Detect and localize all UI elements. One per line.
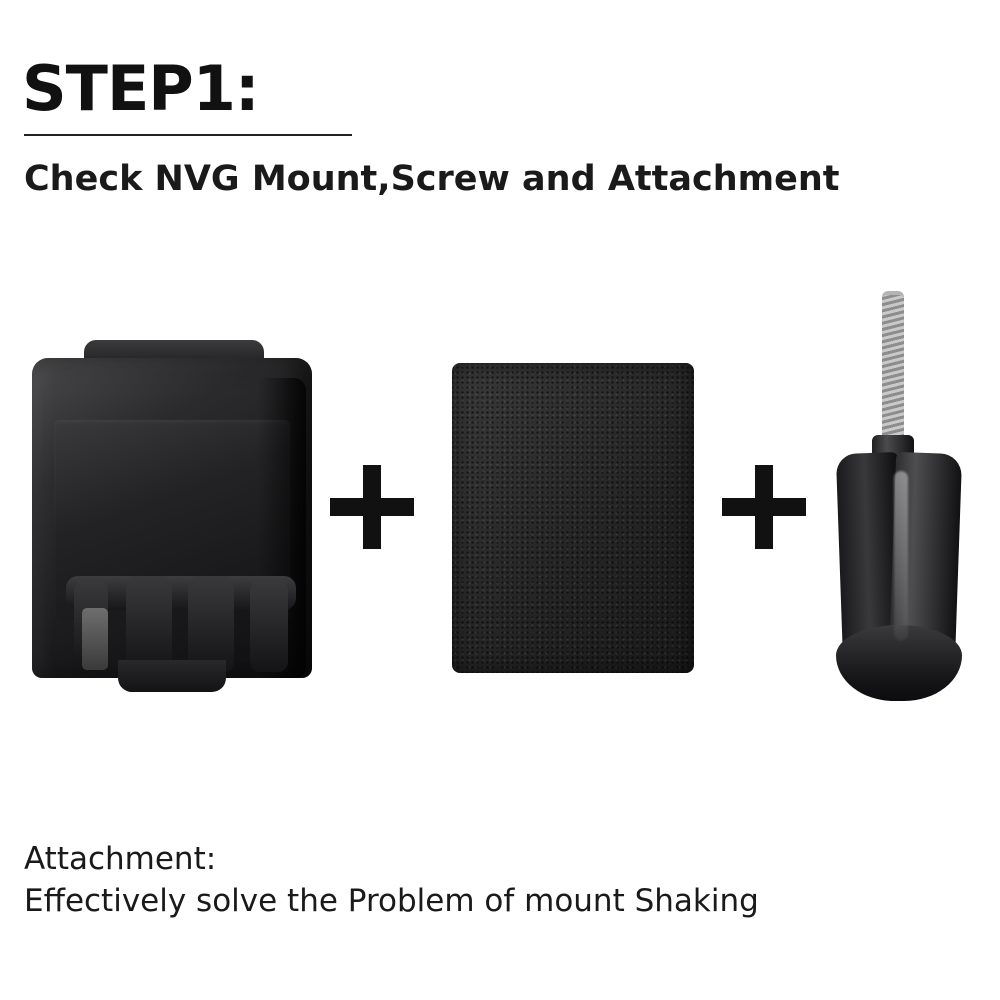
thumb-screw-icon [820,295,990,715]
product-row [0,285,1000,725]
nvg-mount-thumb-tab [118,660,226,692]
page-subtitle: Check NVG Mount,Screw and Attachment [24,159,840,199]
nvg-mount-gray-insert [82,608,108,670]
plus-vertical-bar [363,465,381,549]
foam-pad-icon [452,363,694,673]
footer-note [24,838,964,922]
plus-separator-icon [330,465,414,549]
page-title: STEP1: [22,52,259,125]
thumb-screw-highlight [894,471,908,641]
nvg-mount-prong [250,580,288,672]
plus-vertical-bar [755,465,773,549]
title-divider [24,134,352,136]
plus-separator-icon [722,465,806,549]
nvg-mount-prong [126,576,172,672]
footer-description: Effectively solve the Problem of mount Shaking [24,883,759,920]
nvg-mount-prong [188,576,234,672]
footer-label: Attachment: [24,841,217,877]
nvg-mount-icon [22,340,322,685]
thumb-screw-threaded-shaft [882,295,904,440]
